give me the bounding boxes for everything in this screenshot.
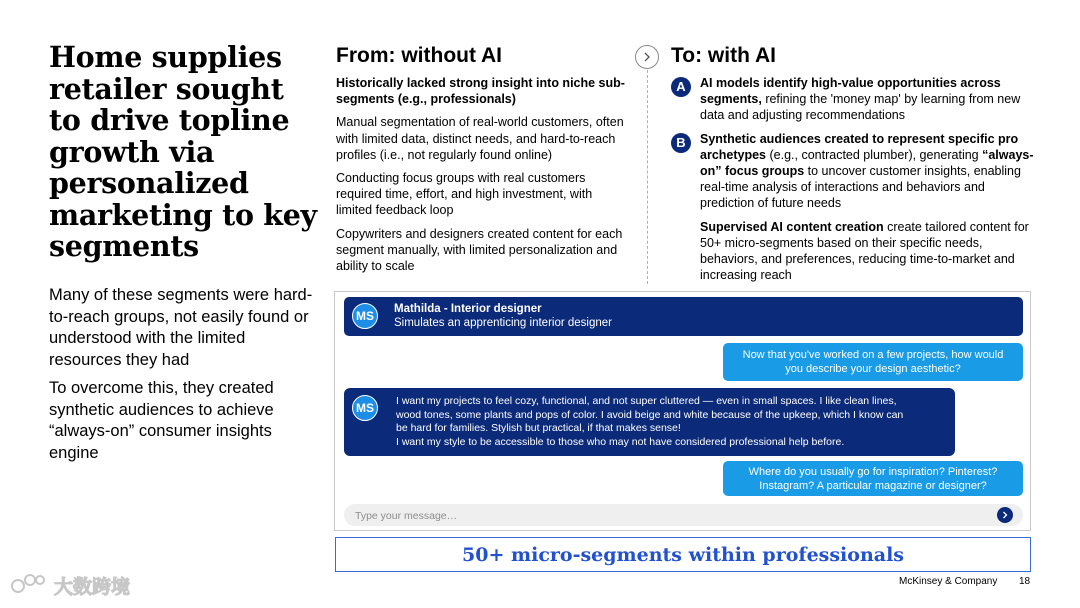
persona-name: Mathilda - Interior designer	[394, 303, 542, 315]
badge-a: A	[671, 77, 691, 97]
context-paragraph: Many of these segments were hard-to-reach groups, not easily found or understood with the limited resources they had	[49, 286, 313, 369]
user-message	[723, 461, 1023, 496]
user-message-text: Now that you've worked on a few projects, how would you describe your design aesthetic?	[742, 349, 1004, 375]
message-input-placeholder: Type your message…	[355, 510, 458, 522]
assistant-line: I want my style to be accessible to those who may not have considered professional help before.	[396, 436, 845, 449]
from-intro: Historically lacked strong insight into niche sub-segments (e.g., professionals)	[336, 76, 625, 107]
to-item-b-text-2: to uncover customer insights, enabling real-time analysis of interactions and behaviors and prediction of future needs	[700, 164, 1021, 211]
to-item-c-bold: Supervised AI content creation	[700, 219, 884, 234]
svg-text:大数跨境: 大数跨境	[54, 576, 131, 598]
user-message-text: Where do you usually go for inspiration? Pinterest? Instagram? A particular magazine or designer?	[748, 465, 998, 492]
from-item: Copywriters and designers created content for each segment manually, with limited personalization and ability to scale	[336, 226, 623, 274]
user-message	[723, 343, 1023, 381]
to-item-b-bold-2: “always-on” focus groups	[700, 147, 1034, 179]
to-item-b-bold: Synthetic audiences created to represent specific pro archetypes	[700, 131, 1019, 162]
watermark-logo	[10, 572, 140, 600]
send-icon	[1001, 511, 1009, 519]
to-column	[676, 75, 1035, 290]
avatar: MS	[352, 395, 378, 421]
to-heading: To: with AI	[671, 44, 776, 67]
assistant-line: be hard for families. Stylish but practical, if that makes sense!	[396, 422, 681, 435]
to-item-b-text: (e.g., contracted plumber), generating	[766, 147, 983, 162]
assistant-message-text	[396, 395, 951, 450]
chevron-right-icon	[635, 45, 659, 69]
send-button[interactable]	[997, 507, 1013, 523]
page-title: Home supplies retailer sought to drive topline growth via personalized marketing to key segments	[49, 40, 317, 263]
to-item-a	[676, 75, 1035, 124]
from-item: Conducting focus groups with real customers required time, effort, and high investment, with limited feedback loop	[336, 171, 593, 218]
footer-brand: McKinsey & Company	[899, 576, 998, 587]
to-item-b	[676, 131, 1035, 212]
persona-description: Simulates an apprenticing interior designer	[394, 317, 612, 329]
avatar: MS	[352, 303, 378, 329]
summary-banner: 50+ micro-segments within professionals	[335, 537, 1031, 572]
from-heading: From: without AI	[336, 44, 503, 67]
assistant-line: wood tones, some plants and pops of color. I avoid beige and white because of the upkeep, which I know can	[396, 408, 904, 421]
to-item-a-bold: AI models identify high-value opportunities across segments,	[700, 76, 1001, 107]
solution-paragraph: To overcome this, they created synthetic audiences to achieve “always-on” consumer insights engine	[49, 379, 274, 462]
from-item: Manual segmentation of real-world customers, often with limited data, distinct needs, and hard-to-reach profiles (i.e., not regularly found online)	[336, 115, 624, 162]
badge-b: B	[671, 133, 691, 153]
column-divider	[647, 70, 648, 284]
to-item-c-text: create tailored content for 50+ micro-segments based on their specific needs, behaviors, and preferences, reducing time-to-market and increasing reach	[700, 219, 1029, 283]
to-item-c	[700, 219, 1035, 284]
assistant-line: I want my projects to feel cozy, functional, and not super cluttered — even in small spaces. I like clean lines,	[396, 395, 897, 407]
page-number: 18	[1019, 576, 1031, 587]
from-column	[336, 75, 626, 281]
to-item-a-text: refining the 'money map' by learning from new data and adjusting recommendations	[700, 92, 1021, 123]
